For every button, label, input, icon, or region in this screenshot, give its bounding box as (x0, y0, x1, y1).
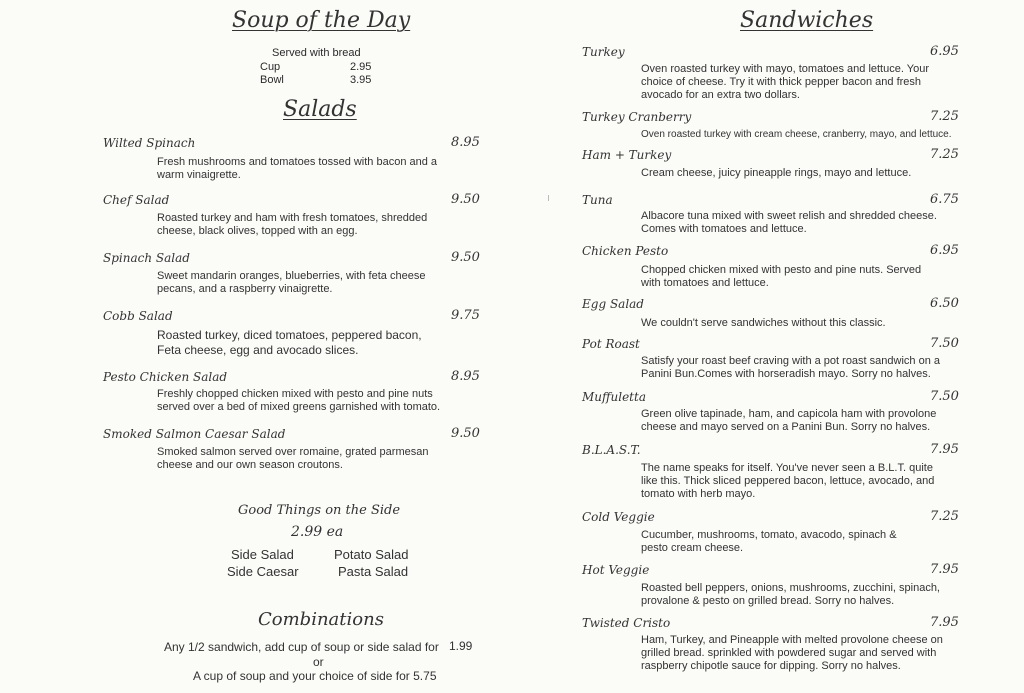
combination-line-2: A cup of soup and your choice of side for 5.75 (193, 669, 437, 683)
item-price: 9.50 (451, 250, 480, 265)
item-name: Hot Veggie (582, 563, 650, 577)
soup-subtitle: Served with bread (272, 47, 361, 59)
item-price: 7.25 (930, 147, 959, 162)
soup-cup-label: Cup (260, 61, 281, 73)
item-description: Smoked salmon served over romaine, grated parmesan cheese and our own season croutons. (157, 446, 429, 471)
item-description: Freshly chopped chicken mixed with pesto and pine nuts served over a bed of mixed greens garnished with tomato. (157, 388, 441, 413)
item-description: Fresh mushrooms and tomatoes tossed with bacon and a warm vinaigrette. (157, 156, 438, 181)
side-item: Side Caesar (227, 564, 299, 579)
item-name: Cobb Salad (103, 309, 173, 323)
item-name: Smoked Salmon Caesar Salad (103, 427, 286, 441)
combination-line-1: Any 1/2 sandwich, add cup of soup or side salad for (164, 640, 439, 654)
sides-price: 2.99 ea (291, 524, 344, 540)
combination-line-1-price: 1.99 (449, 639, 473, 653)
soup-bowl-price: 3.95 (350, 74, 372, 86)
item-price: 6.95 (930, 44, 959, 59)
item-description: Satisfy your roast beef craving with a pot roast sandwich on a Panini Bun.Comes with horseradish mayo. Sorry no halves. (641, 355, 940, 380)
item-price: 8.95 (451, 369, 480, 384)
soup-title: Soup of the Day (232, 8, 411, 33)
item-price: 9.75 (451, 308, 480, 323)
item-description: Chopped chicken mixed with pesto and pine nuts. Served with tomatoes and lettuce. (641, 264, 922, 289)
item-description: Roasted bell peppers, onions, mushrooms, zucchini, spinach, provalone & pesto on grilled bread. Sorry no halves. (641, 582, 940, 607)
item-description: Ham, Turkey, and Pineapple with melted provolone cheese on grilled bread. sprinkled with powdered sugar and served with raspberry chipotle sauce for dipping. Sorry no halves. (641, 634, 943, 672)
item-price: 7.25 (930, 109, 959, 124)
item-price: 6.50 (930, 296, 959, 311)
item-price: 9.50 (451, 426, 480, 441)
item-name: Turkey (582, 45, 625, 59)
combination-or: or (313, 655, 324, 669)
item-price: 7.95 (930, 442, 959, 457)
item-description: Albacore tuna mixed with sweet relish and shredded cheese. Comes with tomatoes and lettuce. (641, 210, 937, 235)
item-price: 7.50 (930, 336, 959, 351)
item-name: Chicken Pesto (582, 244, 669, 258)
item-price: 8.95 (451, 135, 480, 150)
item-price: 7.95 (930, 615, 959, 630)
salads-title: Salads (283, 97, 357, 122)
item-description: Cucumber, mushrooms, tomato, avacodo, spinach & pesto cream cheese. (641, 529, 897, 554)
side-item: Pasta Salad (338, 564, 409, 579)
item-price: 7.25 (930, 509, 959, 524)
item-price: 7.50 (930, 389, 959, 404)
item-description: Cream cheese, juicy pineapple rings, mayo and lettuce. (641, 167, 912, 179)
item-name: Egg Salad (582, 297, 644, 311)
item-name: Spinach Salad (103, 251, 190, 265)
sides-title: Good Things on the Side (238, 503, 401, 518)
item-name: B.L.A.S.T. (582, 443, 641, 457)
combinations-title: Combinations (258, 609, 384, 630)
soup-cup-price: 2.95 (350, 61, 372, 73)
item-description: Oven roasted turkey with mayo, tomatoes and lettuce. Your choice of cheese. Try it with thick pepper bacon and fresh avocado for an extra two dollars. (641, 63, 929, 101)
item-description: We couldn't serve sandwiches without this classic. (641, 317, 886, 329)
item-description: Roasted turkey and ham with fresh tomatoes, shredded cheese, black olives, topped with an egg. (157, 212, 428, 237)
side-item: Side Salad (231, 547, 294, 562)
item-description: The name speaks for itself. You've never seen a B.L.T. quite like this. Thick sliced peppered bacon, lettuce, avocado, and tomato with herb mayo. (641, 462, 935, 500)
item-name: Pot Roast (582, 337, 640, 351)
item-name: Turkey Cranberry (582, 110, 692, 124)
item-description: Sweet mandarin oranges, blueberries, with feta cheese pecans, and a raspberry vinaigrette. (157, 270, 426, 295)
item-name: Twisted Cristo (582, 616, 671, 630)
side-item: Potato Salad (334, 547, 409, 562)
item-price: 7.95 (930, 562, 959, 577)
item-name: Wilted Spinach (103, 136, 196, 150)
item-description: Green olive tapinade, ham, and capicola ham with provolone cheese and mayo served on a Panini Bun. Sorry no halves. (641, 408, 937, 433)
soup-bowl-label: Bowl (260, 74, 284, 86)
item-name: Pesto Chicken Salad (103, 370, 228, 384)
item-name: Chef Salad (103, 193, 170, 207)
page-fold-mark (548, 195, 553, 201)
item-name: Tuna (582, 193, 613, 207)
item-price: 6.95 (930, 243, 959, 258)
item-price: 9.50 (451, 192, 480, 207)
item-name: Ham + Turkey (582, 148, 672, 162)
sandwiches-title: Sandwiches (740, 8, 874, 33)
item-description: Oven roasted turkey with cream cheese, cranberry, mayo, and lettuce. (641, 129, 952, 140)
item-name: Muffuletta (582, 390, 646, 404)
item-description: Roasted turkey, diced tomatoes, peppered bacon, Feta cheese, egg and avocado slices. (157, 328, 422, 357)
item-name: Cold Veggie (582, 510, 655, 524)
item-price: 6.75 (930, 192, 959, 207)
